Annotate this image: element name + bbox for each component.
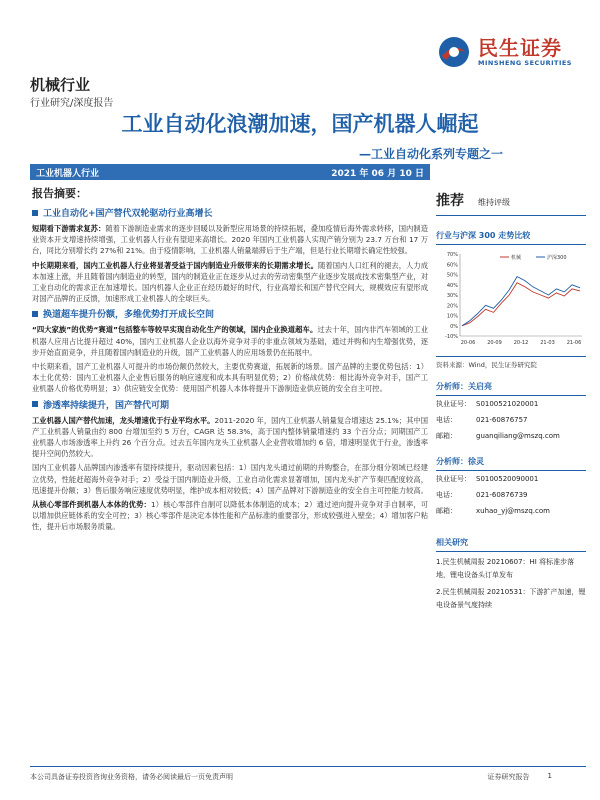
related-item[interactable]: 2.民生机械周报 20210531：下游扩产加速，锂电设备景气度持续 [436, 588, 586, 609]
x-tick-label: 20-12 [513, 340, 529, 346]
sidebar [436, 190, 586, 612]
y-tick-label: 10% [446, 313, 458, 320]
bullet-square-icon [32, 401, 38, 407]
x-tick-label: 21-03 [540, 340, 555, 346]
paragraph: 中长期来看，国产工业机器人可提升的市场份额仍然较大，主要优势赛道，拓展新的场景。国产品牌的主要优势包括：1）本土化优势：国内工业机器人企业售后服务的响应速度和成本具有明显优势；2）价格战优势：相比海外竞争对手，国产工业机器人价格优势明显；3）供应链安全优势：使用国产机器人本体将提升下游制造业供应链的安全自主可控。 [32, 362, 428, 394]
y-tick-label: 60% [446, 262, 458, 269]
paragraph: “四大家族”的优势“赛道”包括整车等较早实现自动化生产的领域，国内企业换道超车。过去十年，国内非汽车领域的工业机器人应用占比提升超过 40%，国内工业机器人企业以海外竞争对手的非重点领域为基础，通过并购和内生增强优势，逐步开始直面竞争，并且随着国内制造业的升级，国产工业机器人的应用场景仍在拓展中。 [32, 325, 428, 357]
x-tick-label: 20-06 [460, 340, 476, 346]
analyst-row: 邮箱： guanqiliang@mszq.com [436, 432, 560, 440]
report-title: 工业自动化浪潮加速，国产机器人崛起 [121, 112, 479, 136]
industry-label: 机械行业 [30, 76, 91, 94]
page-number: 1 [547, 772, 552, 780]
paragraph: 国内工业机器人品牌国内渗透率有望持续提升，驱动因素包括：1）国内龙头通过前期的并购整合，在部分细分领域已经建立优势，性能赶超海外竞争对手；2）受益于国内制造业升级，工业自动化需求显著增加，国内龙头扩产节奏匹配度较高，迅速提升份额；3）售后服务响应速度优势明显，维护成本相对较低；4）国产品牌对下游制造业的安全自主可控能力较高。 [32, 463, 429, 495]
series-line [462, 283, 580, 326]
x-tick-label: 20-09 [487, 340, 502, 346]
company-logo [436, 34, 572, 70]
analyst-heading: 分析师：徐灵 [436, 456, 586, 471]
y-tick-label: 30% [446, 293, 458, 299]
paragraph: 中长期期来看，国内工业机器人行业将显著受益于国内制造业升级带来的长期需求增长。随着国内人口红利的褪去，人力成本加速上涨，并且随着国内制造业的转型，国内的制造业正在逐步从过去的劳动密集型产业逐步发展成技术密集型产业，对工业自动化的需求正在加速增长。国内机器人企业正在经历最好的时代，行业高增长和国产替代空间大，规模效应有望形成对国产品牌的正反馈，加速形成工业机器人的全球巨头。 [32, 260, 429, 304]
paragraph: 从核心零部件到机器人本体的优势：1）核心零部件自制可以降低本体制造的成本；2）通过逆向提升竞争对手自制率，可以增加供应链体系的安全可控；3）核心零部件是决定本体性能和产品标准的重要部分，形成较强进入壁垒；4）增加客户粘性，提升后市场服务质量。 [32, 500, 429, 532]
y-tick-label: -10% [445, 334, 458, 340]
section-title: 渗透率持续提升，国产替代可期 [32, 398, 428, 411]
logo-en-text: MINSHENG SECURITIES [478, 59, 572, 67]
analyst-row: 执业证号： S0100520090001 [436, 475, 539, 483]
paragraph: 短期看下游需求复苏：随着下游制造业需求的逐步回暖以及新型应用场景的持续拓展，叠加疫情后海外需求转移，国内制造业资本开支增速持续增强，工业机器人行业有望迎来高增长。2020 年国内工业机器人实现产销分别为 23.7 万台和 17 万台，同比分别增长约 27%和 21%。由于疫情影响，工业机器人销量端滞后于生产端，但是行业长期增长确定性较强。 [32, 224, 429, 256]
section-title: 工业自动化+国产替代双轮驱动行业高增长 [32, 206, 428, 219]
bullet-square-icon [32, 210, 38, 216]
y-tick-label: 70% [446, 252, 458, 258]
paragraph: 工业机器人国产替代加速，龙头增速优于行业平均水平。2011-2020 年，国内工业机器人销量复合增速达 25.1%；其中国产工业机器人销量由约 800 台增加至约 5 万台，CAGR 达 58.3%，高于国内整体销量增速约 33 个百分点；同期国产工业机器人市场渗透率上升约 26 个百分点。过去五年国内龙头工业机器人企业营收增加约 6 倍，增速明显优于行业，渗透率提升空间仍然较大。 [32, 415, 429, 459]
section-title: 换道超车提升份额，多维优势打开成长空间 [32, 307, 428, 320]
related-item[interactable]: 1.民生机械周报 20210607：HI 将标准步落地，锂电设备头订单发布 [436, 558, 575, 579]
summary-body [32, 204, 428, 536]
report-subtitle: —工业自动化系列专题之一 [358, 147, 503, 161]
footer-divider [30, 766, 586, 767]
legend-label: 沪深300 [547, 255, 567, 261]
footer-disclaimer: 本公司具备证券投资咨询业务资格，请务必阅读最后一页免责声明 [30, 773, 233, 781]
footer-label: 证券研究报告 [487, 773, 530, 781]
y-tick-label: 0% [450, 323, 458, 330]
y-tick-label: 40% [446, 282, 458, 289]
summary-heading: 报告摘要： [32, 187, 87, 200]
x-tick-label: 21-06 [566, 340, 582, 346]
header-band [30, 164, 430, 180]
footer-right [488, 772, 552, 782]
y-tick-label: 20% [446, 303, 458, 310]
rating-block [436, 190, 586, 216]
y-tick-label: 50% [446, 272, 458, 279]
logo-cn-text: 民生证券 [478, 36, 562, 60]
rating-value: 推荐 [436, 193, 464, 209]
analyst-row: 电话： 021-60876757 [436, 416, 528, 424]
series-line [462, 277, 580, 326]
rating-note: 维持评级 [478, 198, 510, 207]
analyst-row: 邮箱： xuhao_yj@mszq.com [436, 507, 550, 515]
chart-source: 资料来源：Wind，民生证券研究院 [436, 356, 586, 369]
chart-container [436, 248, 586, 354]
report-type: 行业研究/深度报告 [30, 98, 114, 109]
analyst-row: 电话： 021-60876739 [436, 491, 528, 499]
band-industry: 工业机器人行业 [36, 168, 100, 179]
logo-icon [436, 34, 472, 70]
band-date: 2021 年 06 月 10 日 [331, 168, 424, 179]
analyst-row: 执业证号： S0100521020001 [436, 400, 539, 408]
legend-label: 机械 [511, 255, 522, 261]
analyst-heading: 分析师：关启亮 [436, 381, 586, 396]
trend-chart [436, 248, 586, 350]
bullet-square-icon [32, 311, 38, 317]
chart-title: 行业与沪深 300 走势比较 [436, 230, 586, 245]
related-heading: 相关研究 [436, 537, 586, 552]
